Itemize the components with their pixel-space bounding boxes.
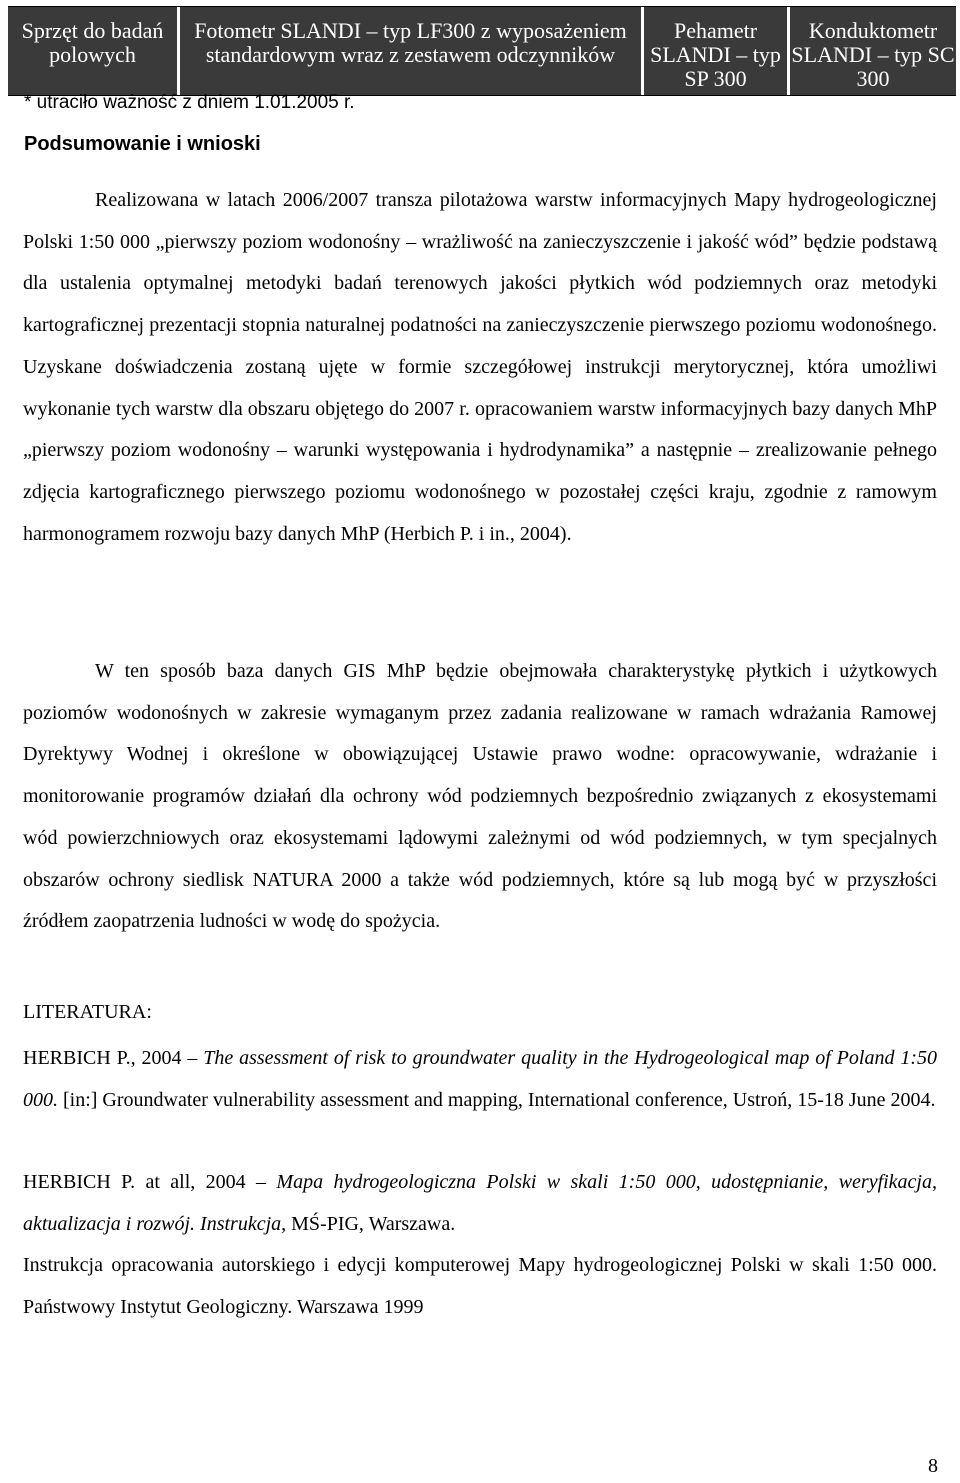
reference-title: Mapa hydrogeologiczna Polski w skali 1:50 000, udostępnianie, weryfikacja, aktualizacja i rozwój. Instrukcja, — [23, 1171, 937, 1235]
header-cell-ph-meter: Pehametr SLANDI – typ SP 300 — [644, 7, 790, 95]
header-cell-conductometer: Konduktometr SLANDI – typ SC 300 — [790, 7, 956, 95]
section-title: Podsumowanie i wnioski — [24, 133, 261, 155]
reference-author: HERBICH P., 2004 – — [23, 1047, 204, 1069]
page-number: 8 — [928, 1455, 938, 1477]
reference-details: MŚ-PIG, Warszawa. — [286, 1212, 456, 1235]
reference-title: The assessment of risk to groundwater quality in the Hydrogeological map of Poland 1:50 000. — [23, 1047, 937, 1111]
expiry-note: * utraciło ważność z dniem 1.01.2005 r. — [24, 92, 355, 113]
equipment-table-header-row — [8, 6, 956, 96]
literature-title: LITERATURA: — [23, 1001, 152, 1023]
reference-1 — [23, 1038, 937, 1121]
summary-paragraph-1: Realizowana w latach 2006/2007 transza pilotażowa warstw informacyjnych Mapy hydrogeologicznej Polski 1:50 000 „pierwszy poziom wodonośny – wrażliwość na zanieczyszczenie i jakość wód” będzie podstawą dla ustalenia optymalnej metodyki badań terenowych jakości płytkich wód podziemnych oraz metodyki kartograficznej prezentacji stopnia naturalnej podatności na zanieczyszczenie pierwszego poziomu wodonośnego. Uzyskane doświadczenia zostaną ujęte w formie szczegółowej instrukcji merytorycznej, która umożliwi wykonanie tych warstw dla obszaru objętego do 2007 r. opracowaniem warstw informacyjnych bazy danych MhP „pierwszy poziom wodonośny – warunki występowania i hydrodynamika” a następnie – zrealizowanie pełnego zdjęcia kartograficznego pierwszego poziomu wodonośnego w pozostałej części kraju, zgodnie z ramowym harmonogramem rozwoju bazy danych MhP (Herbich P. i in., 2004). — [23, 189, 937, 545]
reference-3 — [23, 1245, 937, 1328]
reference-details: Instrukcja opracowania autorskiego i edycji komputerowej Mapy hydrogeologicznej Polski w skali 1:50 000. Państwowy Instytut Geologiczny. Warszawa 1999 — [23, 1254, 937, 1318]
reference-details: [in:] Groundwater vulnerability assessment and mapping, International conference, Ustroń, 15-18 June 2004. — [58, 1088, 936, 1111]
reference-author: HERBICH P. at all, 2004 – — [23, 1171, 277, 1193]
reference-2 — [23, 1162, 937, 1245]
summary-paragraph-2: W ten sposób baza danych GIS MhP będzie obejmowała charakterystykę płytkich i użytkowych poziomów wodonośnych w zakresie wymaganym przez zadania realizowane w ramach wdrażania Ramowej Dyrektywy Wodnej i określone w obowiązującej Ustawie prawo wodne: opracowywanie, wdrażanie i monitorowanie programów działań dla ochrony wód podziemnych bezpośrednio związanych z ekosystemami wód powierzchniowych oraz ekosystemami lądowymi zależnymi od wód podziemnych, w tym specjalnych obszarów ochrony siedlisk NATURA 2000 a także wód podziemnych, które są lub mogą być w przyszłości źródłem zaopatrzenia ludności w wodę do spożycia. — [23, 660, 937, 933]
header-cell-photometer: Fotometr SLANDI – typ LF300 z wyposażeniem standardowym wraz z zestawem odczynników — [180, 7, 644, 95]
header-cell-equipment: Sprzęt do badań polowych — [8, 7, 180, 95]
